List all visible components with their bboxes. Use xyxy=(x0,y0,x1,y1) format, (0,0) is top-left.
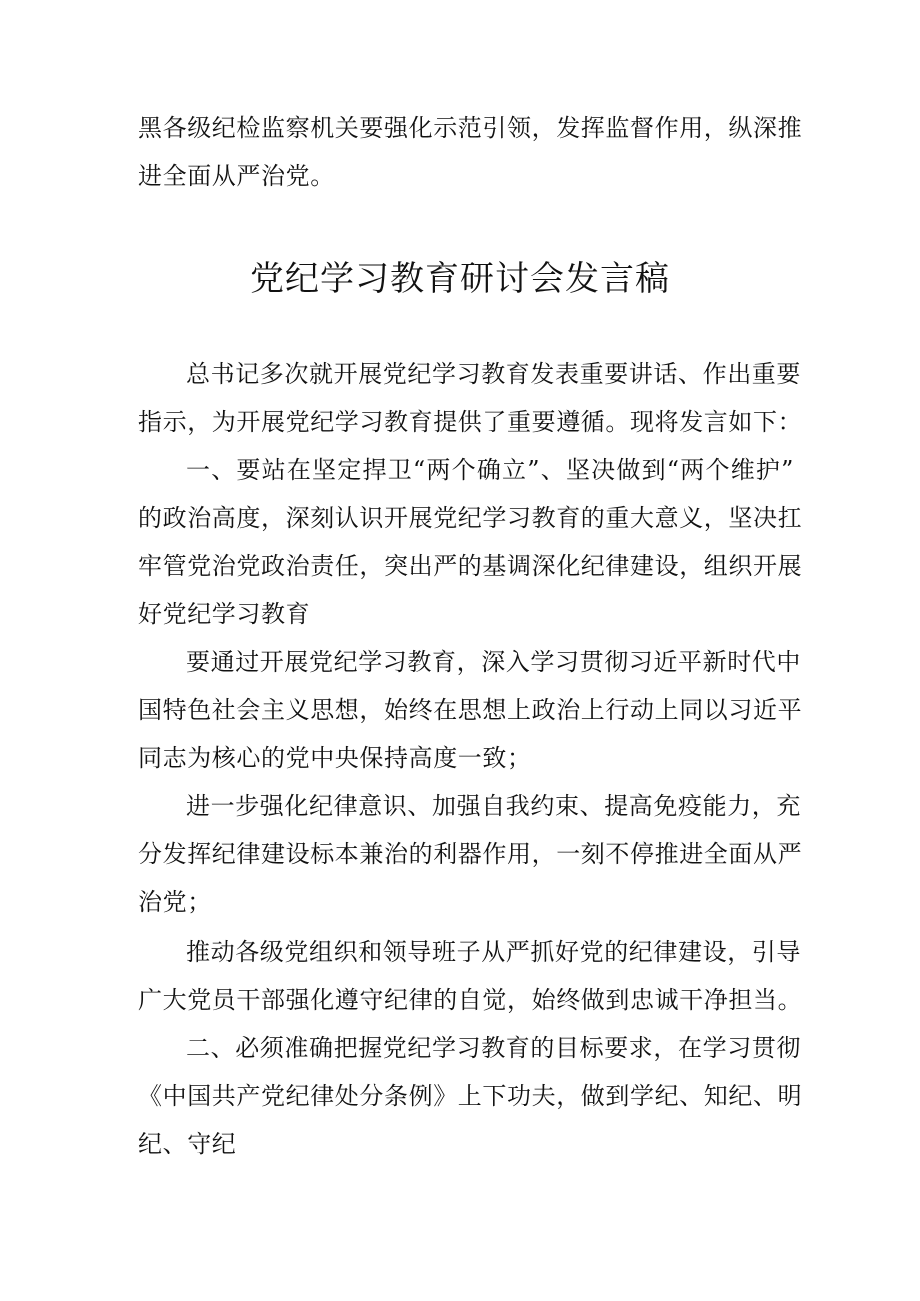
paragraph-line: 指示，为开展党纪学习教育提供了重要遵循。现将发言如下： xyxy=(138,408,803,436)
paragraph-line: 二、必须准确把握党纪学习教育的目标要求，在学习贯彻 xyxy=(186,1034,801,1062)
paragraph-line: 一、要站在坚定捍卫“两个确立”、坚决做到“两个维护” xyxy=(186,456,794,484)
paragraph-line: 同志为核心的党中央保持高度一致； xyxy=(138,744,532,772)
document-title: 党纪学习教育研讨会发言稿 xyxy=(250,259,670,299)
paragraph-line: 《中国共产党纪律处分条例》上下功夫，做到学纪、知纪、明 xyxy=(138,1082,803,1110)
paragraph-line: 推动各级党组织和领导班子从严抓好党的纪律建设，引导 xyxy=(186,938,801,966)
paragraph-line: 进全面从严治党。 xyxy=(138,162,335,190)
paragraph-line: 治党； xyxy=(138,888,212,916)
paragraph-line: 纪、守纪 xyxy=(138,1130,237,1158)
paragraph-line: 要通过开展党纪学习教育，深入学习贯彻习近平新时代中 xyxy=(186,648,801,676)
paragraph-line: 黑各级纪检监察机关要强化示范引领，发挥监督作用，纵深推 xyxy=(138,114,803,142)
paragraph-line: 总书记多次就开展党纪学习教育发表重要讲话、作出重要 xyxy=(186,360,801,388)
paragraph-line: 分发挥纪律建设标本兼治的利器作用，一刻不停推进全面从严 xyxy=(138,840,803,868)
paragraph-line: 国特色社会主义思想，始终在思想上政治上行动上同以习近平 xyxy=(138,696,803,724)
paragraph-line: 广大党员干部强化遵守纪律的自觉，始终做到忠诚干净担当。 xyxy=(138,986,803,1014)
paragraph-line: 进一步强化纪律意识、加强自我约束、提高免疫能力，充 xyxy=(186,792,801,820)
paragraph-line: 的政治高度，深刻认识开展党纪学习教育的重大意义，坚决扛 xyxy=(138,504,803,532)
paragraph-line: 牢管党治党政治责任，突出严的基调深化纪律建设，组织开展 xyxy=(138,552,803,580)
paragraph-line: 好党纪学习教育 xyxy=(138,600,311,628)
